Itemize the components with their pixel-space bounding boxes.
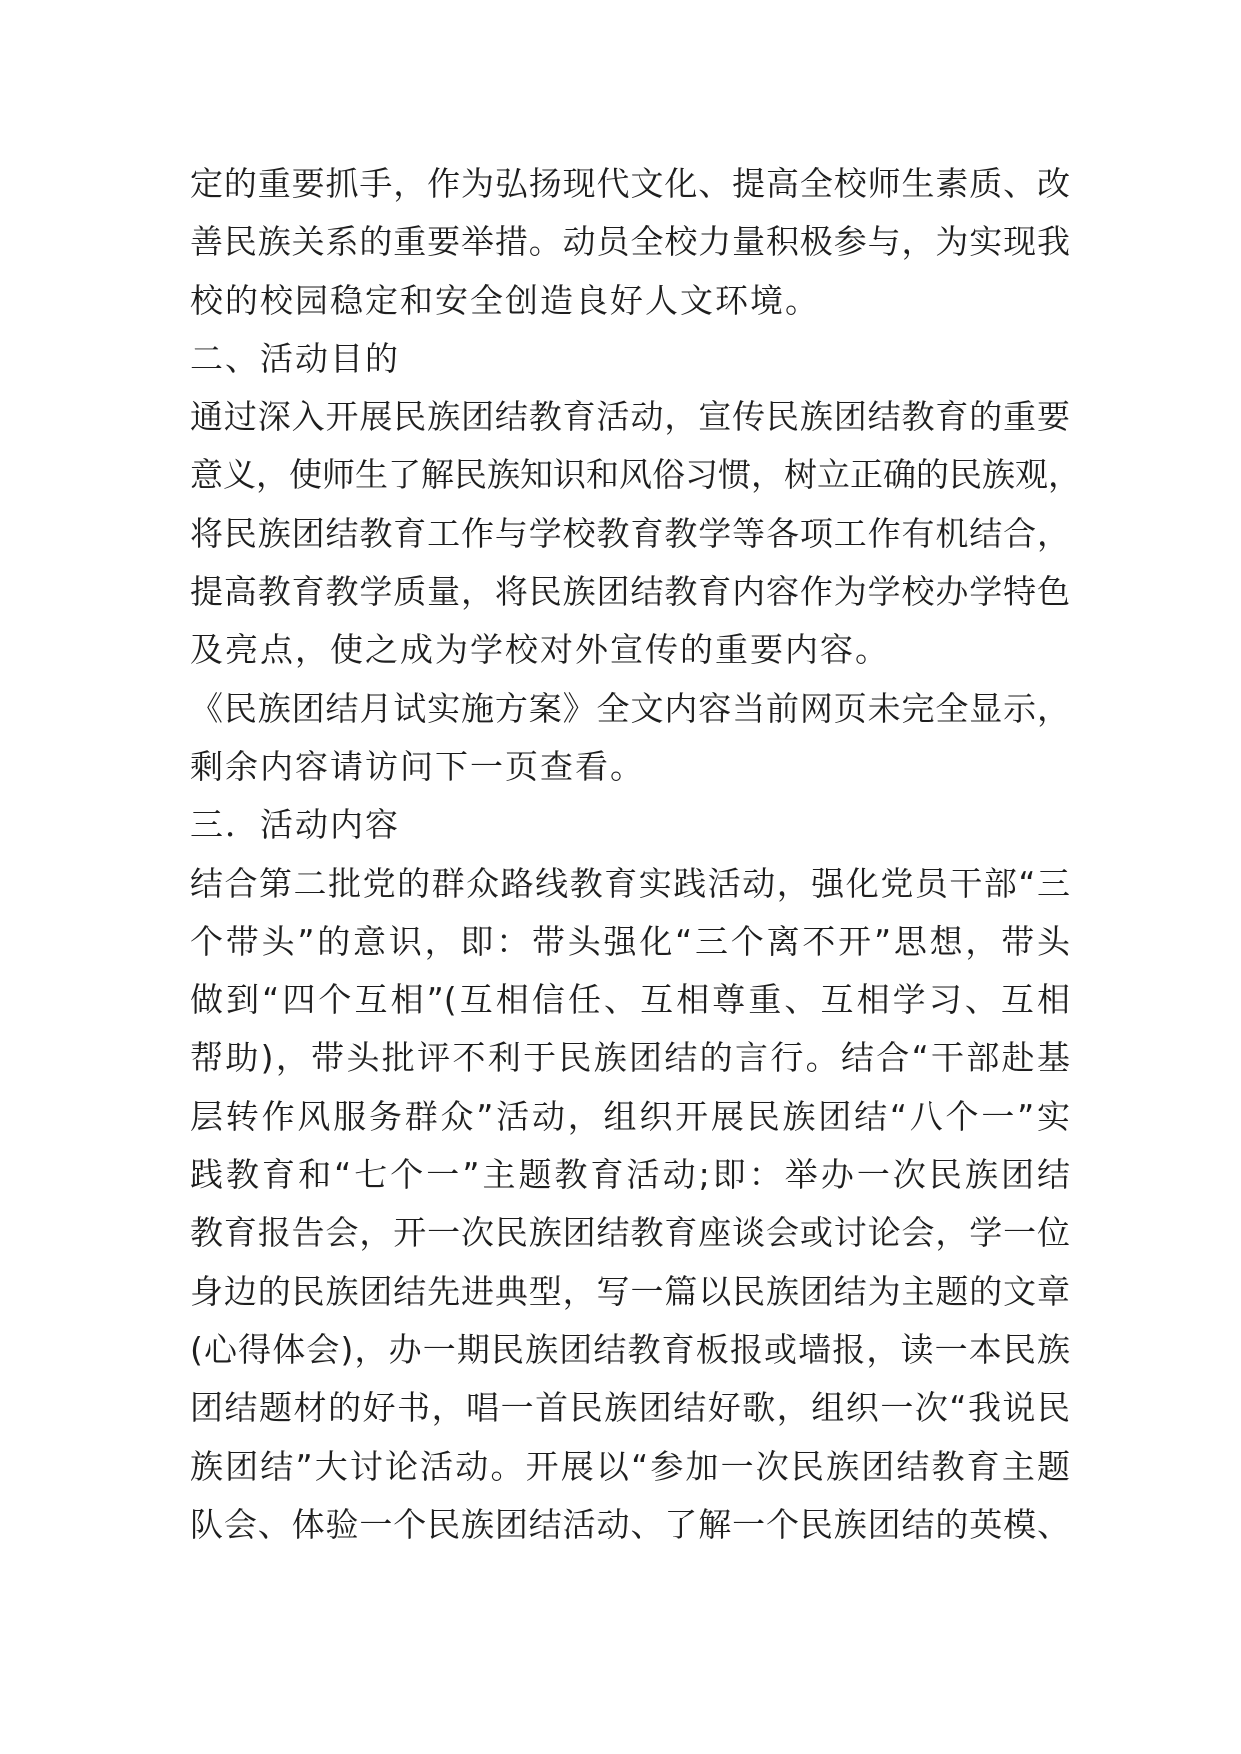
text-line: 将民族团结教育工作与学校教育教学等各项工作有机结合， bbox=[190, 513, 1070, 553]
text-line: 队会、体验一个民族团结活动、了解一个民族团结的英模、 bbox=[190, 1504, 1070, 1544]
text-line: 身边的民族团结先进典型，写一篇以民族团结为主题的文章 bbox=[190, 1271, 1070, 1311]
text-line: 善民族关系的重要举措。动员全校力量积极参与，为实现我 bbox=[190, 222, 1070, 262]
text-line: 结合第二批党的群众路线教育实践活动，强化党员干部“三 bbox=[190, 863, 1070, 903]
text-line: 通过深入开展民族团结教育活动，宣传民族团结教育的重要 bbox=[190, 397, 1070, 437]
text-line: 提高教育教学质量，将民族团结教育内容作为学校办学特色 bbox=[190, 572, 1070, 612]
document-body bbox=[190, 155, 1081, 1554]
text-line: 个带头”的意识，即：带头强化“三个离不开”思想，带头 bbox=[190, 921, 1070, 961]
text-line: 族团结”大讨论活动。开展以“参加一次民族团结教育主题 bbox=[190, 1446, 1070, 1486]
text-line: 三．活动内容 bbox=[190, 805, 400, 845]
text-line: 教育报告会，开一次民族团结教育座谈会或讨论会，学一位 bbox=[190, 1213, 1070, 1253]
text-line: 践教育和“七个一”主题教育活动;即：举办一次民族团结 bbox=[190, 1155, 1070, 1195]
text-line: 剩余内容请访问下一页查看。 bbox=[190, 746, 645, 786]
text-line: 及亮点，使之成为学校对外宣传的重要内容。 bbox=[190, 630, 890, 670]
text-line: 做到“四个互相”(互相信任、互相尊重、互相学习、互相 bbox=[190, 980, 1070, 1020]
text-line: 《民族团结月试实施方案》全文内容当前网页未完全显示， bbox=[190, 688, 1070, 728]
text-line: 定的重要抓手，作为弘扬现代文化、提高全校师生素质、改 bbox=[190, 164, 1070, 203]
text-line: (心得体会)，办一期民族团结教育板报或墙报，读一本民族 bbox=[190, 1329, 1070, 1369]
text-line: 层转作风服务群众”活动，组织开展民族团结“八个一”实 bbox=[190, 1096, 1070, 1136]
text-line: 校的校园稳定和安全创造良好人文环境。 bbox=[190, 280, 820, 320]
text-line: 二、活动目的 bbox=[190, 338, 400, 378]
text-line: 意义，使师生了解民族知识和风俗习惯，树立正确的民族观， bbox=[190, 455, 1081, 495]
text-line: 团结题材的好书，唱一首民族团结好歌，组织一次“我说民 bbox=[190, 1388, 1070, 1428]
text-line: 帮助)，带头批评不利于民族团结的言行。结合“干部赴基 bbox=[190, 1038, 1070, 1078]
